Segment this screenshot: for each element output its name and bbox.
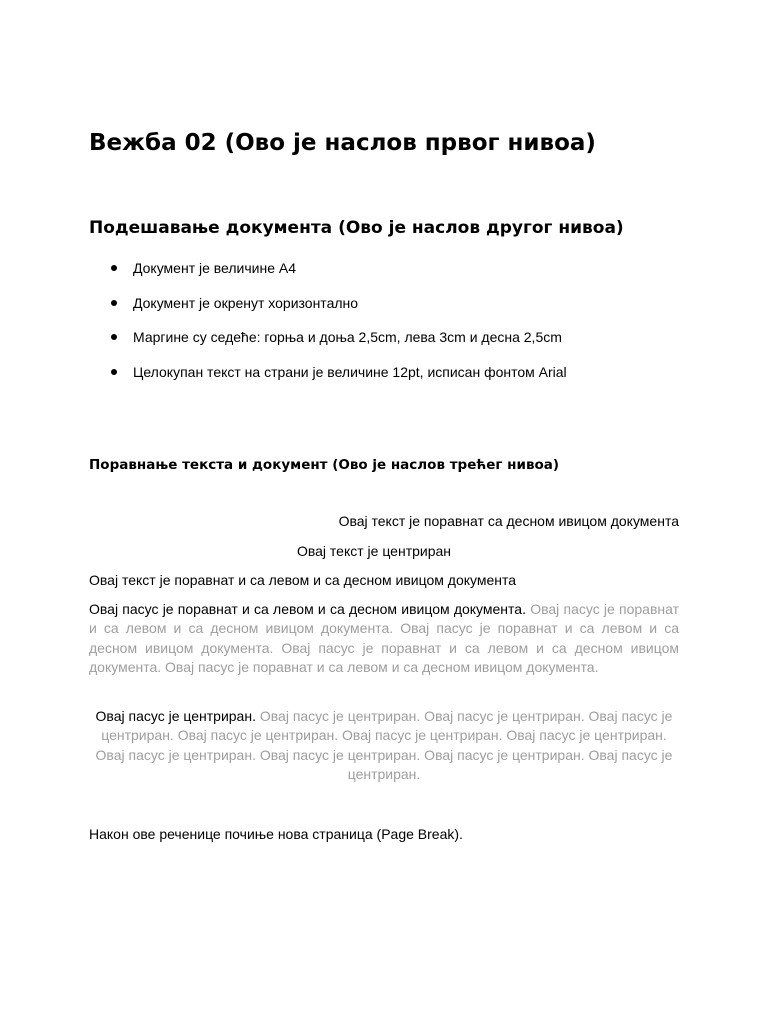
right-aligned-text: Овај текст је поравнат са десном ивицом документа bbox=[338, 513, 679, 529]
list-item bbox=[89, 292, 567, 314]
justified-paragraph bbox=[89, 600, 679, 678]
bullet-icon bbox=[111, 300, 117, 306]
bullet-icon bbox=[111, 369, 117, 375]
centered-paragraph bbox=[89, 707, 679, 785]
list-item bbox=[89, 326, 567, 348]
justified-paragraph-rest: Овај пасус је поравнат и са левом и са десном ивицом документа. Овај пасус је поравнат и са левом и са десном ивицом документа. Овај пасус је поравнат и са левом и са десном ивицом документа. Овај пасус је поравнат и са левом и са десном ивицом документа. bbox=[89, 601, 680, 676]
list-item-text: Маргине су седеће: горња и доња 2,5cm, лева 3cm и десна 2,5cm bbox=[133, 329, 562, 346]
document-page bbox=[89, 0, 679, 1024]
centered-paragraph-lead: Овај пасус је центриран. bbox=[95, 708, 256, 724]
page-break-note: Након ове реченице почиње нова страница (Page Break). bbox=[89, 826, 463, 842]
list-item-text: Документ је величине А4 bbox=[133, 260, 297, 276]
list-item-text: Целокупан текст на страни је величине 12pt, исписан фонтом Arial bbox=[133, 363, 567, 380]
bullet-icon bbox=[111, 265, 117, 271]
heading-level-1: Вежба 02 (Ово је наслов првог нивоа) bbox=[89, 130, 596, 156]
justified-text-line: Овај текст је поравнат и са левом и са десном ивицом документа bbox=[89, 572, 517, 588]
bullet-icon bbox=[111, 334, 117, 340]
list-item-text: Документ је окренут хоризонтално bbox=[133, 294, 359, 311]
settings-bullet-list bbox=[89, 257, 567, 395]
heading-level-2: Подешавање документа (Ово је наслов другог нивоа) bbox=[89, 218, 624, 238]
list-item bbox=[89, 257, 567, 279]
heading-level-3: Поравнање текста и документ (Ово је наслов трећег нивоа) bbox=[89, 457, 560, 473]
centered-text: Овај текст је центриран bbox=[296, 543, 452, 559]
list-item bbox=[89, 361, 567, 383]
justified-paragraph-lead: Овај пасус је поравнат и са левом и са десном ивицом документа. bbox=[89, 601, 526, 617]
centered-paragraph-rest: Овај пасус је центриран. Овај пасус је центриран. Овај пасус је центриран. Овај пасус је центриран. Овај пасус је центриран. Овај пасус је центриран. Овај пасус је центриран. Овај пасус је центриран. Овај пасус је центриран. Овај пасус је центриран. bbox=[95, 708, 673, 783]
